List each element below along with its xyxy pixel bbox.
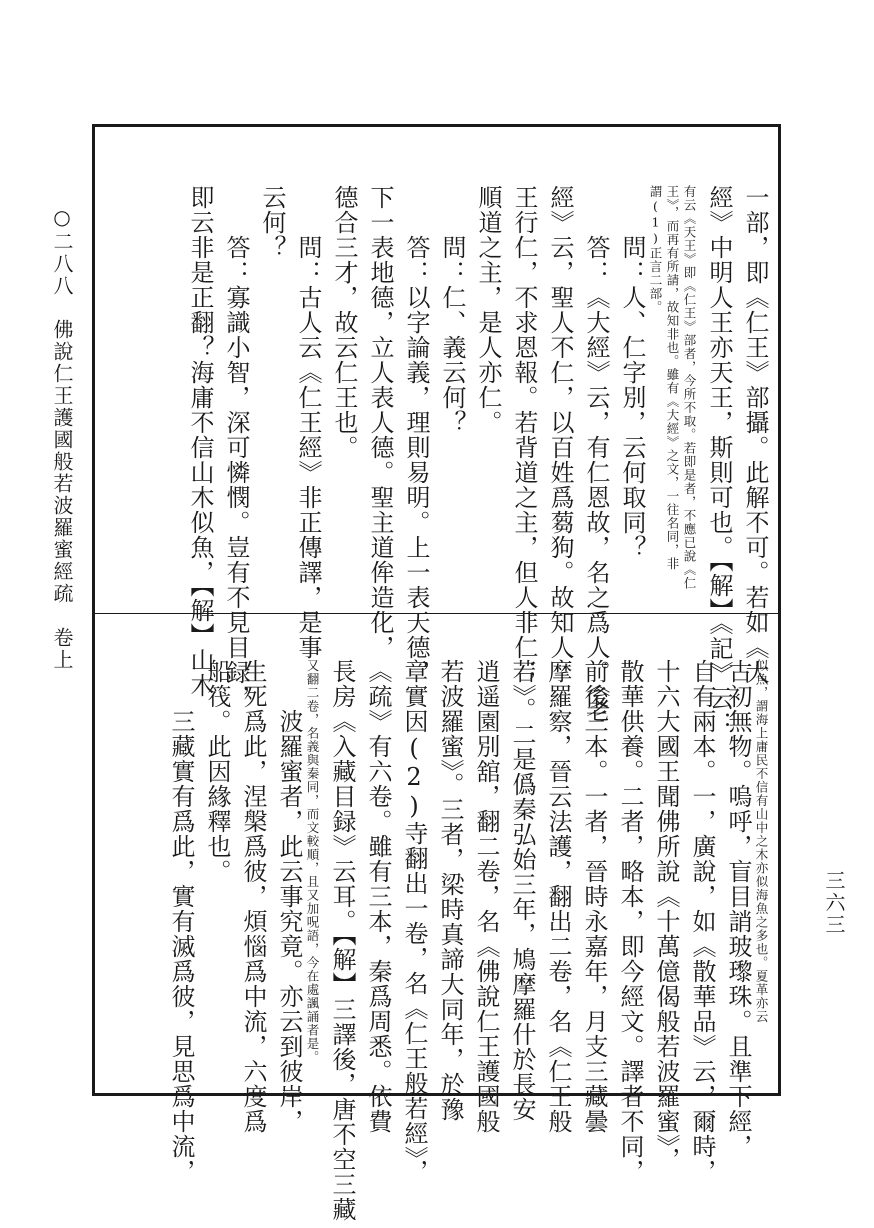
annotation-column: 似魚，謂海上庸民不信有山中之木亦似海魚之多也。夏革亦云 bbox=[754, 659, 769, 1024]
text-column: 問：仁、義云何？ bbox=[438, 185, 466, 435]
bottom-panel bbox=[95, 615, 778, 1222]
text-column: 下一表地德，立人表人德。聖主道侔造化， bbox=[366, 185, 394, 660]
text-column: 散華供養。二者，略本，即今經文。譯者不同， bbox=[616, 659, 644, 1184]
text-column: 逍遥園別舘，翻二卷，名《佛說仁王護國般 bbox=[472, 659, 500, 1134]
page-number: 三六三 bbox=[822, 870, 846, 936]
text-column: 答：寡識小智，深可憐憫。豈有不見目録， bbox=[222, 185, 250, 710]
text-column: 問：人、仁字別，云何取同？ bbox=[618, 185, 646, 560]
text-column: 若波羅蜜》。三者，梁時真諦大同年，於豫 bbox=[436, 659, 464, 1122]
text-column: 三藏實有爲此，實有滅爲彼，見思爲中流， bbox=[167, 659, 195, 1184]
text-column: 章實因(2)寺翻出一卷，名《仁王般若經》， bbox=[400, 659, 428, 1184]
text-column: 答：以字論義，理則易明。上一表天德， bbox=[402, 185, 430, 685]
text-column: 王行仁，不求恩報。若背道之主，但人非仁； bbox=[510, 185, 538, 685]
text-column: 德合三才，故云仁王也。 bbox=[330, 185, 358, 460]
page-header-left: ○二八八 佛說仁王護國般若波羅蜜經疏 卷上 bbox=[50, 205, 74, 671]
text-column: 即云非是正翻？海庸不信山木似魚，【解】山木 bbox=[186, 185, 214, 698]
text-column: 摩羅察，晉云法護，翻出二卷，名《仁王般 bbox=[544, 659, 572, 1134]
text-column: 順道之主，是人亦仁。 bbox=[474, 185, 502, 435]
annotation-column: 謂(1)正言二部。 bbox=[648, 185, 663, 314]
text-column: 問：古人云《仁王經》非正傳譯，是事 bbox=[294, 185, 322, 660]
text-column: 自有兩本。一，廣說，如《散華品》云，爾時， bbox=[688, 659, 716, 1184]
text-column: 《疏》有六卷。雖有三本，秦爲周悉。依費 bbox=[364, 659, 392, 1134]
text-column: 答：《大經》云，有仁恩故，名之爲人。《老 bbox=[582, 185, 610, 723]
text-column: 經》中明人王亦天王，斯則可也。【解】《記》云： bbox=[705, 185, 733, 736]
text-column: 經》云，聖人不仁，以百姓爲蒭狗。故知人 bbox=[546, 185, 574, 660]
text-column: 波羅蜜者，此云事究竟。亦云到彼岸， bbox=[275, 659, 303, 1134]
top-panel bbox=[95, 127, 778, 736]
text-column: 船筏。此因緣釋也。 bbox=[203, 659, 231, 884]
text-column: 長房《入藏目録》云耳。【解】三譯後，唐不空三藏 bbox=[328, 659, 356, 1222]
text-column: 云何？ bbox=[258, 185, 286, 260]
text-column: 古初無物。嗚呼，盲目誚玻瓈珠。且準下經， bbox=[724, 659, 752, 1159]
text-column: 一部，即《仁王》部攝。此解不可。若如《大 bbox=[741, 185, 769, 685]
annotation-column: 王》，而再有所請，故知非也。雖有《大經》之文，一往名同，非 bbox=[665, 185, 680, 571]
annotation-column: 又翻二卷，名義與秦同，而文較順，且又加呪語，今在處諷誦者是。 bbox=[305, 659, 320, 1064]
annotation-column: 有云《天王》即《仁王》部者，今所不取。若即是者，不應已說《仁 bbox=[682, 185, 697, 590]
text-column: 十六大國王聞佛所說《十萬億偈般若波羅蜜》， bbox=[652, 659, 680, 1172]
panel-divider bbox=[95, 613, 778, 614]
text-column: 前後三本。一者，晉時永嘉年，月支三藏曇 bbox=[580, 659, 608, 1134]
text-column: 生死爲此，涅槃爲彼，煩惱爲中流，六度爲 bbox=[239, 659, 267, 1134]
page-frame bbox=[92, 124, 781, 1222]
text-column: 若》。二是僞秦弘始三年，鳩摩羅什於長安 bbox=[508, 659, 536, 1122]
